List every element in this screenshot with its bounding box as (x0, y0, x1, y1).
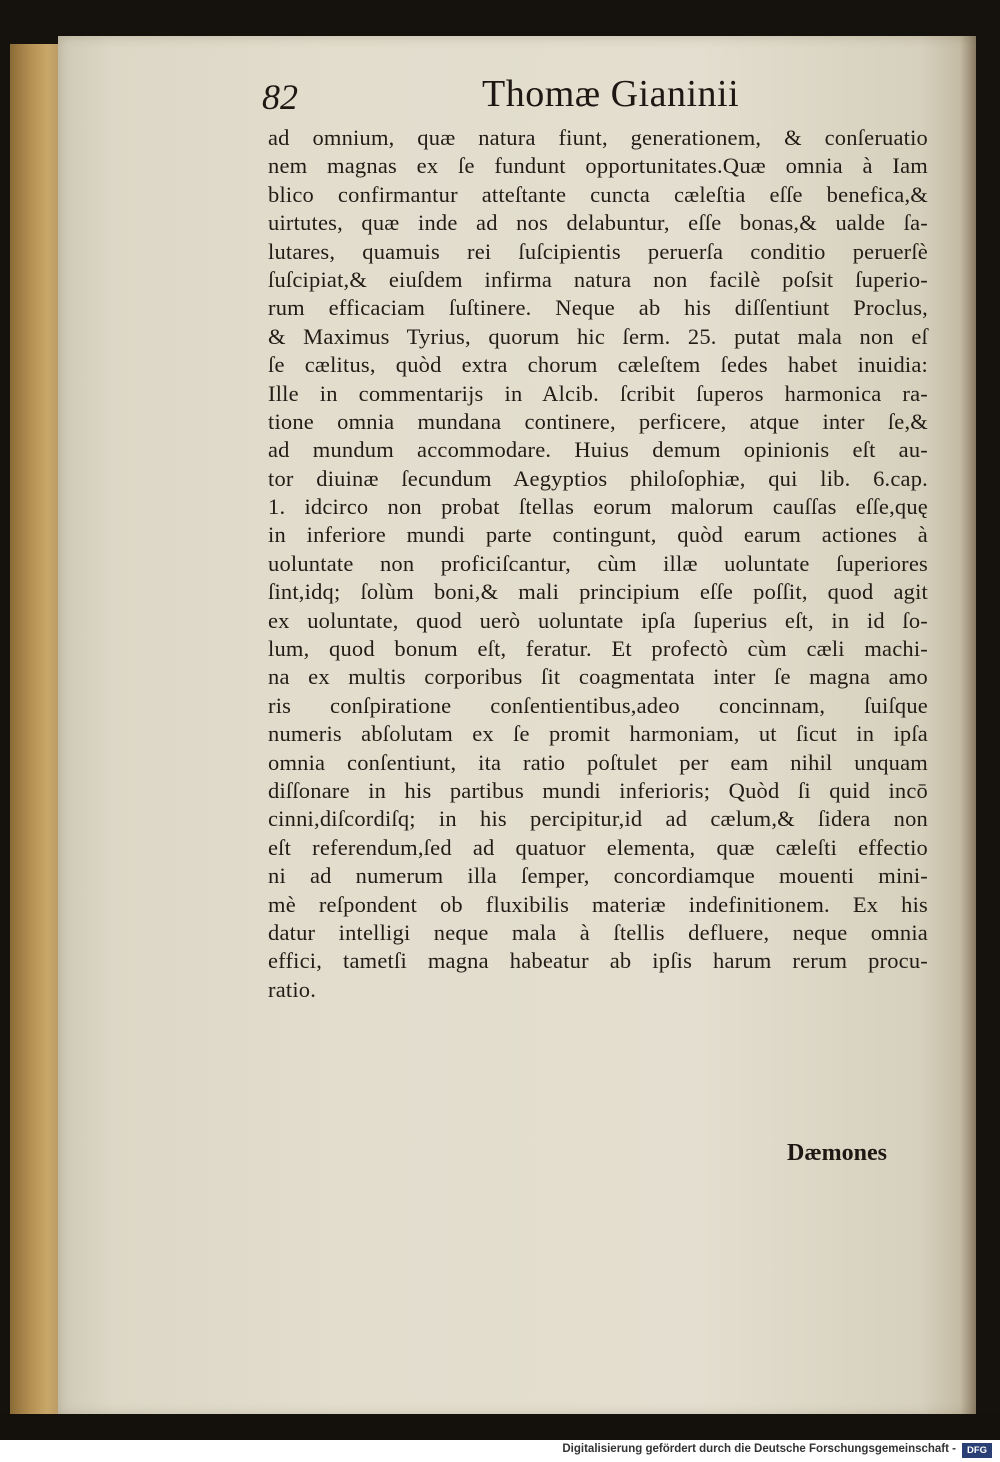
running-head: Thomæ Gianinii (482, 73, 740, 115)
text-line: nem magnas ex ſe fundunt opportunitates.Quæ omnia à Iam (268, 153, 928, 179)
catchword: Dæmones (787, 1140, 887, 1166)
text-line: ſe cælitus, quòd extra chorum cæleſtem ſedes habet inuidia: (268, 352, 928, 378)
text-line: Ille in commentarijs in Alcib. ſcribit ſuperos harmonica ra- (268, 380, 928, 406)
text-line: tor diuinæ ſecundum Aegyptios philoſophiæ, qui lib. 6.cap. (268, 465, 928, 491)
text-line: tione omnia mundana continere, perficere, atque inter ſe,& (268, 408, 928, 434)
text-line: datur intelligi neque mala à ſtellis defluere, neque omnia (268, 919, 928, 945)
text-line: in inferiore mundi parte contingunt, quòd earum actiones à (268, 522, 928, 548)
text-line: mè reſpondent ob fluxibilis materiæ indefinitionem. Ex his (268, 891, 928, 917)
text-line: cinni,diſcordiſq; in his percipitur,id ad cælum,& ſidera non (268, 806, 928, 832)
text-line: lutares, quamuis rei ſuſcipientis peruerſa conditio peruerſè (268, 238, 928, 264)
page-number: 82 (262, 77, 298, 117)
text-line: ſint,idq; ſolùm boni,& mali principium eſſe poſſit, quod agit (268, 579, 928, 605)
text-line: ris conſpiratione conſentientibus,adeo concinnam, ſuiſque (268, 692, 928, 718)
text-line: ni ad numerum illa ſemper, concordiamque mouenti mini- (268, 863, 928, 889)
text-line: numeris abſolutam ex ſe promit harmoniam, ut ſicut in ipſa (268, 721, 928, 747)
page-header (262, 72, 922, 122)
text-line: na ex multis corporibus ſit coagmentata inter ſe magna amo (268, 664, 928, 690)
page-gutter-shadow (960, 36, 976, 1416)
text-line: lum, quod bonum eſt, feratur. Et profectò cùm cæli machi- (268, 636, 928, 662)
text-line: omnia conſentiunt, ita ratio poſtulet per eam nihil unquam (268, 749, 928, 775)
dfg-logo-icon: DFG (962, 1443, 992, 1458)
text-line: eſt referendum,ſed ad quatuor elementa, quæ cæleſti effectio (268, 834, 928, 860)
text-line: ſuſcipiat,& eiuſdem infirma natura non facilè poſsit ſuperio- (268, 266, 928, 292)
text-line: & Maximus Tyrius, quorum hic ſerm. 25. putat mala non eſ (268, 323, 928, 349)
text-line: effici, tametſi magna habeatur ab ipſis harum rerum procu- (268, 948, 928, 974)
text-line: ratio. (268, 976, 317, 1002)
text-line: ad mundum accommodare. Huius demum opinionis eſt au- (268, 437, 928, 463)
text-line: uoluntate non proficiſcantur, cùm illæ uoluntate ſuperiores (268, 550, 928, 576)
text-line: 1. idcirco non probat ſtellas eorum malorum cauſſas eſſe,quę (268, 494, 928, 520)
footer-credit: Digitalisierung gefördert durch die Deutsche Forschungsgemeinschaft - (562, 1443, 956, 1455)
text-line: diſſonare in his partibus mundi inferioris; Quòd ſi quid incō (268, 777, 928, 803)
scan-bottom-edge (0, 1414, 1000, 1440)
footer-bar (0, 1440, 1000, 1462)
page-edge-stack (10, 44, 60, 1414)
body-text (268, 124, 928, 1004)
text-line: uirtutes, quæ inde ad nos delabuntur, eſſe bonas,& ualde ſa- (268, 210, 928, 236)
text-line: rum efficaciam ſuſtinere. Neque ab his diſſentiunt Proclus, (268, 295, 928, 321)
text-line: ex uoluntate, quod uerò uoluntate ipſa ſuperius eſt, in id ſo- (268, 607, 928, 633)
text-line: ad omnium, quæ natura fiunt, generationem, & conſeruatio (268, 125, 928, 150)
text-line: blico confirmantur atteſtante cuncta cæleſtia eſſe benefica,& (268, 181, 928, 207)
